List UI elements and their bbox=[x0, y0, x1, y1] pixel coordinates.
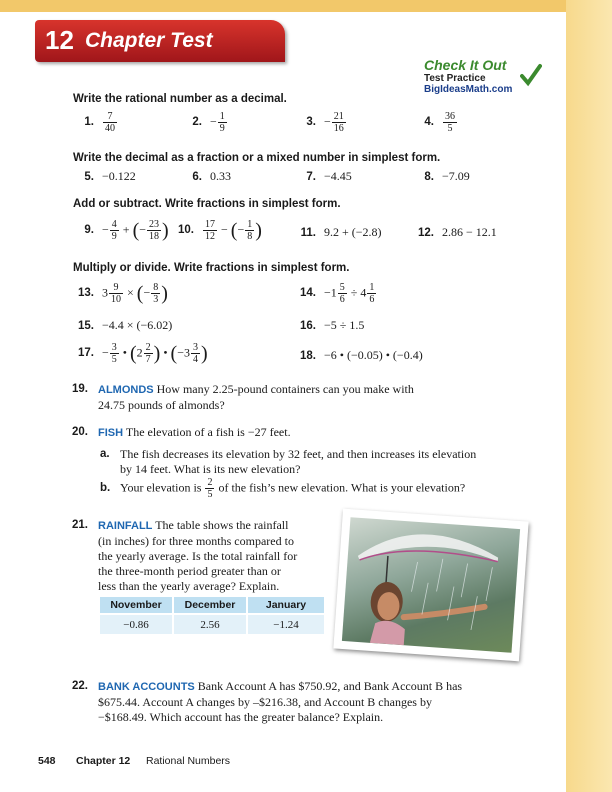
problem-20a: The fish decreases its elevation by 32 feet, and then increases its elevation by 14 feet. What is its new elevation? bbox=[120, 447, 477, 476]
problem-20-number: 20. bbox=[72, 426, 88, 438]
directions-fraction: Write the decimal as a fraction or a mixed number in simplest form. bbox=[73, 152, 441, 164]
problem-21-number: 21. bbox=[72, 519, 88, 531]
problem-18: 18. −6 • (−0.05) • (−0.4) bbox=[300, 348, 423, 362]
check-it-out-link[interactable] bbox=[420, 57, 542, 97]
value-january: −1.24 bbox=[247, 614, 325, 634]
rainfall-header-row bbox=[100, 597, 325, 614]
page-number: 548 bbox=[38, 755, 56, 767]
test-practice-text: Test Practice bbox=[424, 73, 486, 84]
chapter-banner bbox=[35, 20, 285, 62]
problem-2: 2. − $\frac{1}{9}$ bbox=[192, 111, 225, 134]
website-text: BigIdeasMath.com bbox=[424, 84, 513, 95]
value-november: −0.86 bbox=[100, 614, 173, 634]
directions-decimal: Write the rational number as a decimal. bbox=[73, 93, 287, 105]
chapter-number: 12 bbox=[45, 25, 74, 55]
check-it-out-text: Check It Out bbox=[424, 57, 507, 73]
problem-11: 11. 9.2 + (−2.8) bbox=[300, 225, 382, 239]
value-december: 2.56 bbox=[173, 614, 247, 634]
header-december: December bbox=[173, 597, 247, 614]
rainfall-value-row bbox=[100, 614, 325, 634]
problem-22: BANK ACCOUNTS Bank Account A has $750.92, and Bank Account B has $675.44. Account A changes by –$216.38, and Account B changes by −$168.49. Which account has the greater balance? Explain. bbox=[98, 679, 463, 724]
problem-13: 13. 3 $\frac{9}{10}$ × (− $\frac{8}{3}$ ) bbox=[78, 282, 168, 305]
problem-8: 8. −7.09 bbox=[424, 169, 470, 183]
problem-3: 3. − $\frac{21}{16}$ bbox=[306, 111, 344, 134]
problem-22-number: 22. bbox=[72, 680, 88, 692]
problem-6: 6. 0.33 bbox=[192, 169, 231, 183]
top-accent-bar bbox=[0, 0, 612, 12]
header-november: November bbox=[100, 597, 173, 614]
chapter-title: Chapter Test bbox=[85, 29, 213, 52]
girl-with-umbrella-image bbox=[342, 517, 520, 653]
problem-4: 4. $\frac{36}{5}$ bbox=[424, 111, 455, 134]
footer-topic: Rational Numbers bbox=[146, 755, 231, 767]
problem-1: 1. $\frac{7}{40}$ bbox=[84, 111, 115, 134]
problem-7: 7. −4.45 bbox=[306, 169, 352, 183]
problem-20b-label: b. bbox=[100, 482, 111, 494]
header-january: January bbox=[247, 597, 325, 614]
problem-21: RAINFALL The table shows the rainfall (in inches) for three months compared to the yearly average. Is the total rainfall for the three-month period greater than or less than the yearly average? Explain. bbox=[98, 518, 298, 593]
page-edge-tab bbox=[566, 0, 612, 792]
problem-14: 14. −1 $\frac{5}{6}$ ÷ 4 $\frac{1}{6}$ bbox=[300, 282, 375, 305]
problem-9: 9. − $\frac{4}{9}$ + (− $\frac{23}{18}$ ) bbox=[84, 219, 169, 242]
problem-10: 10. $\frac{17}{12}$ − (− $\frac{1}{8}$ ) bbox=[178, 219, 262, 242]
checkmark-icon bbox=[520, 63, 542, 87]
rain-photo bbox=[333, 509, 528, 662]
footer-chapter: Chapter 12 bbox=[76, 755, 131, 767]
problem-5: 5. −0.122 bbox=[84, 169, 136, 183]
problem-16: 16. −5 ÷ 1.5 bbox=[300, 318, 365, 332]
problem-19: ALMONDS How many 2.25-pound containers can you make with 24.75 pounds of almonds? bbox=[98, 382, 414, 412]
directions-add-subtract: Add or subtract. Write fractions in simplest form. bbox=[73, 198, 341, 210]
problem-15: 15. −4.4 × (−6.02) bbox=[78, 318, 173, 332]
problem-20a-label: a. bbox=[100, 448, 110, 460]
problem-12: 12. 2.86 − 12.1 bbox=[418, 225, 497, 239]
problem-19-number: 19. bbox=[72, 383, 88, 395]
umbrella-illustration bbox=[342, 517, 520, 653]
problem-20b: Your elevation is $\frac{2}{5}$ of the fish’s new elevation. What is your elevation? bbox=[120, 477, 466, 500]
rainfall-table bbox=[100, 597, 326, 634]
problem-17: 17. − $\frac{3}{5}$ • (2 $\frac{2}{7}$ ) • (−3 $\frac{3}{4}$ ) bbox=[78, 342, 208, 365]
problem-20: FISH The elevation of a fish is −27 feet. bbox=[98, 425, 291, 439]
directions-multiply-divide: Multiply or divide. Write fractions in simplest form. bbox=[73, 262, 350, 274]
